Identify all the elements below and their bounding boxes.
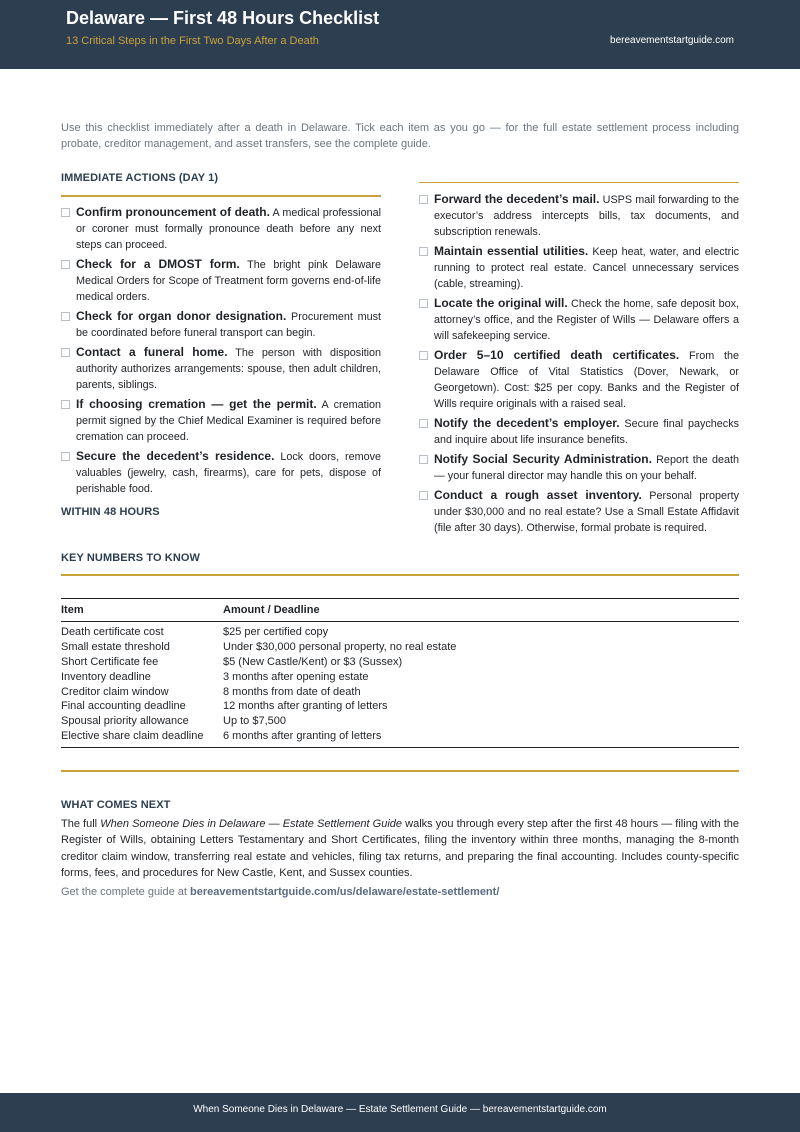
table-cell: Creditor claim window [61,685,169,698]
item-lead: Conduct a rough asset inventory. [434,488,642,502]
divider [419,182,739,183]
table-cell: Small estate threshold [61,641,170,654]
table-row [61,640,739,655]
item-lead: Notify Social Security Administration. [434,452,652,466]
checkbox[interactable] [61,452,70,461]
text: walks you through every step after the first 48 hours — filing with the Register of Wills, obtaining Letters Testamentary and Short Certificates, filing the inventory within three months, managing the 8-month creditor claim window, transferring real estate and vehicles, filing tax returns, and preparing the final accounting. Includes county-specific forms, fees, and procedures for New Castle, Kent, and Sussex counties. [61,818,739,880]
checkbox[interactable] [61,400,70,409]
checklist-item [61,308,381,341]
footer-text: When Someone Dies in Delaware — Estate Settlement Guide — bereavementstartguide.com [193,1104,607,1115]
table-cell: Under $30,000 personal property, no real estate [223,641,457,654]
table-cell: 6 months after granting of letters [223,729,382,742]
item-text: From the Delaware Office of Vital Statistics (Dover, Newark, or Georgetown). Cost: $25 per copy. Banks and the Register of Wills require originals with a raised seal. [434,350,739,410]
checklist-item [61,344,381,393]
table-row [61,699,739,714]
checkbox[interactable] [419,195,428,204]
checkbox[interactable] [419,299,428,308]
section-heading-immediate: IMMEDIATE ACTIONS (DAY 1) [61,172,219,184]
item-lead: Forward the decedent’s mail. [434,192,600,206]
checklist-item [61,396,381,445]
item-text: A cremation permit signed by the Chief Medical Examiner is required before cremation can proceed. [76,399,381,443]
item-lead: Locate the original will. [434,296,568,310]
item-text: A medical professional or coroner must formally pronounce death before any next steps can proceed. [76,207,381,251]
section-heading-what-next: WHAT COMES NEXT [61,799,171,811]
checkbox[interactable] [419,455,428,464]
right-checklist [419,191,739,539]
table-cell: Inventory deadline [61,670,151,683]
page-footer [0,1093,800,1132]
item-lead: Check for organ donor designation. [76,309,287,323]
divider [61,574,739,576]
page-title: Delaware — First 48 Hours Checklist [66,8,380,28]
table-cell: $5 (New Castle/Kent) or $3 (Sussex) [223,655,403,668]
item-text: The bright pink Delaware Medical Orders for Scope of Treatment form governs end-of-life medical orders. [76,259,381,303]
table-cell: Elective share claim deadline [61,729,204,742]
key-numbers-table [61,598,739,748]
item-text: The person with disposition authority authorizes arrangements: spouse, then adult children, parents, siblings. [76,347,381,391]
item-lead: Maintain essential utilities. [434,244,589,258]
intro-text: Use this checklist immediately after a death in Delaware. Tick each item as you go — for the full estate settlement process including probate, creditor management, and asset transfers, see the complete guide. [61,122,739,150]
table-cell: 8 months from date of death [223,685,361,698]
checkbox[interactable] [419,351,428,360]
table-cell: 3 months after opening estate [223,670,369,683]
checklist-item [419,415,739,448]
section-heading-key-numbers: KEY NUMBERS TO KNOW [61,552,201,564]
guide-link[interactable]: bereavementstartguide.com/us/delaware/estate-settlement/ [190,886,500,898]
item-text: Keep heat, water, and electric running to protect real estate. Cancel unnecessary services (cable, streaming). [434,246,739,290]
table-row [61,669,739,684]
item-text: Check the home, safe deposit box, attorney’s office, and the Register of Wills — Delaware offers a will safekeeping service. [434,298,740,342]
checkbox[interactable] [419,247,428,256]
checkbox[interactable] [419,491,428,500]
divider [61,770,739,772]
checklist-item [419,347,739,412]
guide-title: When Someone Dies in Delaware — Estate Settlement Guide [100,818,403,830]
checkbox[interactable] [61,348,70,357]
item-text: Personal property under $30,000 and no real estate? Use a Small Estate Affidavit (file after 30 days). Otherwise, formal probate is required. [434,490,739,534]
table-row [61,625,739,640]
item-text: Lock doors, remove valuables (jewelry, cash, firearms), care for pets, dispose of perishable food. [76,451,381,495]
checklist-item [419,295,739,344]
table-header [61,599,739,622]
table-cell: Death certificate cost [61,626,164,639]
item-lead: Contact a funeral home. [76,345,228,359]
item-lead: Order 5–10 certified death certificates. [434,348,680,362]
checkbox[interactable] [61,208,70,217]
column-header: Item [61,604,84,616]
checkbox[interactable] [61,260,70,269]
table-cell: Spousal priority allowance [61,715,189,728]
text: The full [61,818,101,830]
text: Get the complete guide at [61,886,191,898]
column-header: Amount / Deadline [223,604,320,616]
item-lead: Secure the decedent’s residence. [76,449,275,463]
table-body [61,622,739,747]
page-header [0,0,800,69]
item-lead: Notify the decedent’s employer. [434,416,620,430]
page-subtitle: 13 Critical Steps in the First Two Days After a Death [66,35,319,47]
divider [61,195,381,197]
table-row [61,729,739,744]
item-lead: Confirm pronouncement of death. [76,205,270,219]
item-text: USPS mail forwarding to the executor’s address intercepts bills, tax documents, and subscription renewals. [434,194,739,238]
item-text: Report the death — your funeral director may handle this on your behalf. [434,454,740,482]
item-lead: Check for a DMOST form. [76,257,240,271]
table-cell: 12 months after granting of letters [223,700,388,713]
checklist-item [61,448,381,497]
checklist-item [419,451,739,484]
table-cell: Final accounting deadline [61,700,186,713]
guide-link-line [61,886,499,898]
item-lead: If choosing cremation — get the permit. [76,397,317,411]
checkbox[interactable] [419,419,428,428]
item-text: Secure final paychecks and inquire about life insurance benefits. [434,418,739,446]
checklist-item [61,204,381,253]
table-cell: Up to $7,500 [223,715,286,728]
header-site: bereavementstartguide.com [610,35,734,46]
checklist-item [61,256,381,305]
checklist-item [419,487,739,536]
table-cell: Short Certificate fee [61,655,159,668]
table-cell: $25 per certified copy [223,626,329,639]
table-row [61,714,739,729]
checkbox[interactable] [61,312,70,321]
section-heading-within-48: WITHIN 48 HOURS [61,506,160,518]
left-checklist [61,204,381,500]
table-row [61,655,739,670]
item-text: Procurement must be coordinated before funeral transport can begin. [76,311,381,339]
what-next-text [61,816,739,882]
table-row [61,684,739,699]
checklist-item [419,243,739,292]
checklist-item [419,191,739,240]
